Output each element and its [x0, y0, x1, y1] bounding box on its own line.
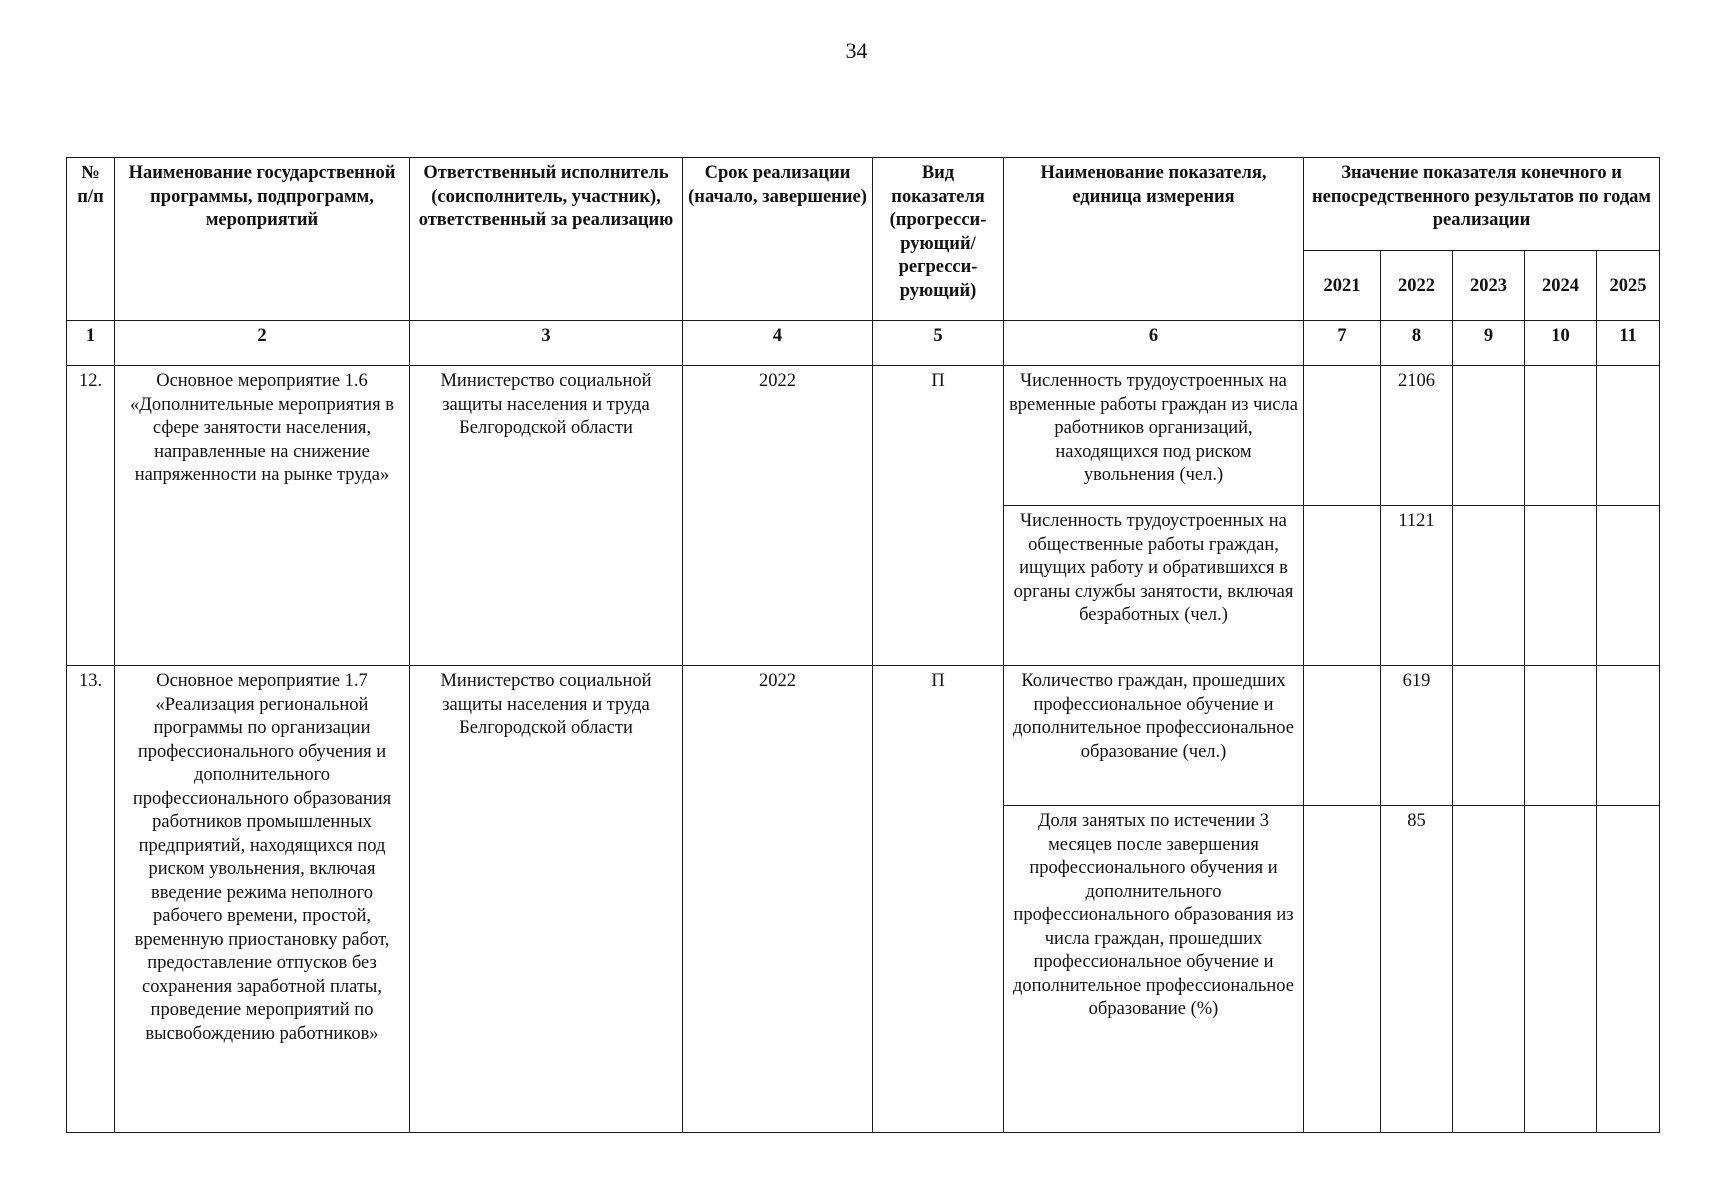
value-2024	[1525, 806, 1597, 1133]
header-term: Срок реализации (начало, завершение)	[683, 158, 873, 321]
value-2022: 1121	[1381, 506, 1453, 666]
column-number: 4	[683, 321, 873, 366]
value-2023	[1453, 806, 1525, 1133]
column-number: 9	[1453, 321, 1525, 366]
column-number: 3	[410, 321, 683, 366]
value-2023	[1453, 366, 1525, 506]
value-2025	[1597, 806, 1660, 1133]
value-2021	[1304, 666, 1381, 806]
table-row	[67, 366, 1660, 506]
column-numbers-row	[67, 321, 1660, 366]
value-2022: 2106	[1381, 366, 1453, 506]
header-indicator: Наименование показателя, единица измерения	[1004, 158, 1304, 321]
header-values-group: Значение показателя конечного и непосредственного результатов по годам реализации	[1304, 158, 1660, 251]
header-year-2024: 2024	[1525, 251, 1597, 321]
value-2023	[1453, 666, 1525, 806]
value-2021	[1304, 506, 1381, 666]
column-number: 2	[115, 321, 410, 366]
column-number: 8	[1381, 321, 1453, 366]
header-row	[67, 158, 1660, 251]
indicator-name: Численность трудоустроенных на общественные работы граждан, ищущих работу и обратившихся в органы службы занятости, включая безработных (чел.)	[1004, 506, 1304, 666]
column-number: 6	[1004, 321, 1304, 366]
header-year-2022: 2022	[1381, 251, 1453, 321]
header-type: Вид показателя (прогресси-рующий/ регресси-рующий)	[873, 158, 1004, 321]
responsible-executor: Министерство социальной защиты населения и труда Белгородской области	[410, 666, 683, 1133]
value-2024	[1525, 366, 1597, 506]
header-year-2025: 2025	[1597, 251, 1660, 321]
column-number: 10	[1525, 321, 1597, 366]
row-number: 13.	[67, 666, 115, 1133]
value-2025	[1597, 666, 1660, 806]
activity-name: Основное мероприятие 1.6 «Дополнительные мероприятия в сфере занятости населения, направленные на снижение напряженности на рынке труда»	[115, 366, 410, 666]
value-2021	[1304, 806, 1381, 1133]
responsible-executor: Министерство социальной защиты населения и труда Белгородской области	[410, 366, 683, 666]
implementation-term: 2022	[683, 666, 873, 1133]
value-2025	[1597, 506, 1660, 666]
value-2022: 85	[1381, 806, 1453, 1133]
value-2024	[1525, 666, 1597, 806]
table-row	[67, 666, 1660, 806]
header-executor: Ответственный исполнитель (соисполнитель, участник), ответственный за реализацию	[410, 158, 683, 321]
program-table	[66, 157, 1660, 1133]
indicator-type: П	[873, 366, 1004, 666]
header-name: Наименование государственной программы, подпрограмм, мероприятий	[115, 158, 410, 321]
indicator-name: Численность трудоустроенных на временные работы граждан из числа работников организаций, находящихся под риском увольнения (чел.)	[1004, 366, 1304, 506]
column-number: 11	[1597, 321, 1660, 366]
activity-name: Основное мероприятие 1.7 «Реализация региональной программы по организации профессионального обучения и дополнительного профессионального образования работников промышленных предприятий, находящихся под риском увольнения, включая введение режима неполного рабочего времени, простой, временную приостановку работ, предоставление отпусков без сохранения заработной платы, проведение мероприятий по высвобождению работников»	[115, 666, 410, 1133]
column-number: 7	[1304, 321, 1381, 366]
indicator-type: П	[873, 666, 1004, 1133]
value-2022: 619	[1381, 666, 1453, 806]
header-num: № п/п	[67, 158, 115, 321]
header-year-2023: 2023	[1453, 251, 1525, 321]
implementation-term: 2022	[683, 366, 873, 666]
value-2021	[1304, 366, 1381, 506]
value-2024	[1525, 506, 1597, 666]
row-number: 12.	[67, 366, 115, 666]
column-number: 5	[873, 321, 1004, 366]
value-2025	[1597, 366, 1660, 506]
header-year-2021: 2021	[1304, 251, 1381, 321]
indicator-name: Доля занятых по истечении 3 месяцев после завершения профессионального обучения и дополнительного профессионального образования из числа граждан, прошедших профессиональное обучение и дополнительное профессиональное образование (%)	[1004, 806, 1304, 1133]
value-2023	[1453, 506, 1525, 666]
column-number: 1	[67, 321, 115, 366]
indicator-name: Количество граждан, прошедших профессиональное обучение и дополнительное профессиональное образование (чел.)	[1004, 666, 1304, 806]
page-number: 34	[845, 38, 868, 63]
